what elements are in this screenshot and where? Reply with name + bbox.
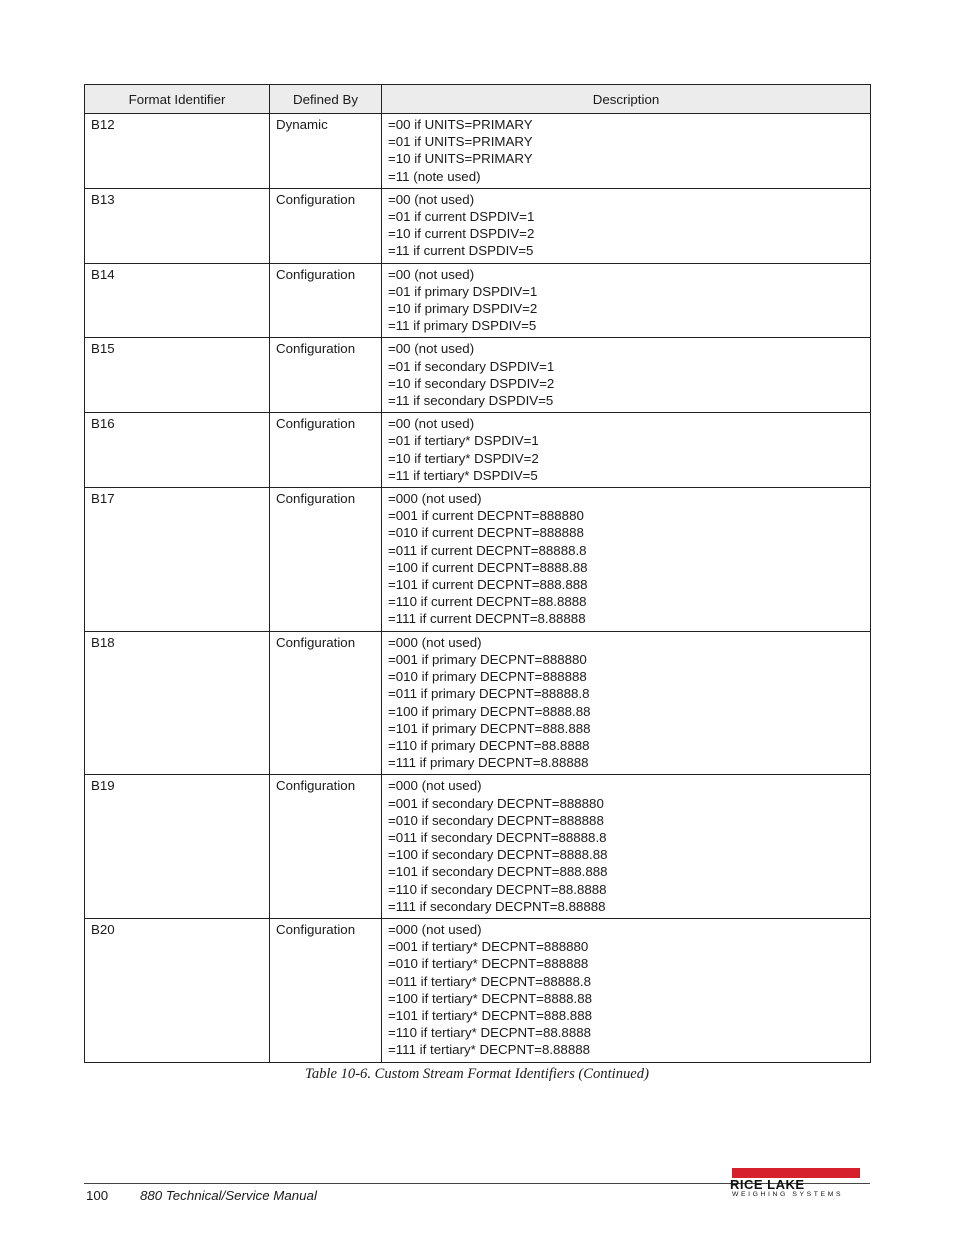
defined-by-cell: Configuration <box>270 775 382 919</box>
header-defined-by: Defined By <box>270 85 382 114</box>
description-line: =011 if current DECPNT=88888.8 <box>388 542 587 558</box>
description-line: =10 if tertiary* DSPDIV=2 <box>388 450 539 466</box>
description-line: =010 if primary DECPNT=888888 <box>388 669 587 685</box>
description-line: =110 if current DECPNT=88.8888 <box>388 594 587 610</box>
description-line: =111 if primary DECPNT=8.88888 <box>388 755 589 771</box>
description-line: =010 if secondary DECPNT=888888 <box>388 812 604 828</box>
description-cell <box>382 488 871 632</box>
description-line: =11 (note used) <box>388 168 481 184</box>
description-cell <box>382 413 871 488</box>
description-line: =100 if primary DECPNT=8888.88 <box>388 703 591 719</box>
description-line: =001 if secondary DECPNT=888880 <box>388 795 604 811</box>
table-row <box>85 114 871 189</box>
description-line: =10 if current DSPDIV=2 <box>388 226 535 242</box>
description-line: =01 if current DSPDIV=1 <box>388 209 535 225</box>
description-line: =11 if secondary DSPDIV=5 <box>388 393 554 409</box>
table-row <box>85 263 871 338</box>
description-cell <box>382 775 871 919</box>
defined-by-cell: Configuration <box>270 188 382 263</box>
description-line: =100 if secondary DECPNT=8888.88 <box>388 847 608 863</box>
defined-by-cell: Configuration <box>270 338 382 413</box>
manual-title: 880 Technical/Service Manual <box>140 1188 317 1203</box>
description-line: =110 if tertiary* DECPNT=88.8888 <box>388 1025 592 1041</box>
description-line: =011 if secondary DECPNT=88888.8 <box>388 829 607 845</box>
description-cell <box>382 338 871 413</box>
description-line: =001 if primary DECPNT=888880 <box>388 651 587 667</box>
defined-by-cell: Configuration <box>270 488 382 632</box>
table-header-row <box>85 85 871 114</box>
description-cell <box>382 918 871 1062</box>
description-line: =000 (not used) <box>388 491 482 507</box>
format-identifier-table <box>84 84 871 1063</box>
page-number: 100 <box>86 1188 109 1203</box>
description-cell <box>382 631 871 775</box>
description-line: =00 (not used) <box>388 416 475 432</box>
description-line: =01 if primary DSPDIV=1 <box>388 283 538 299</box>
description-line: =111 if secondary DECPNT=8.88888 <box>388 898 606 914</box>
format-identifier-cell: B18 <box>85 631 270 775</box>
logo-wordmark: RICE LAKE <box>730 1177 805 1192</box>
description-line: =111 if tertiary* DECPNT=8.88888 <box>388 1042 591 1058</box>
description-line: =011 if primary DECPNT=88888.8 <box>388 686 590 702</box>
description-line: =01 if tertiary* DSPDIV=1 <box>388 433 539 449</box>
table-row <box>85 918 871 1062</box>
description-cell <box>382 188 871 263</box>
description-line: =110 if secondary DECPNT=88.8888 <box>388 881 607 897</box>
description-line: =11 if current DSPDIV=5 <box>388 243 534 259</box>
table-body <box>85 114 871 1063</box>
rice-lake-logo <box>730 1168 864 1198</box>
description-line: =11 if tertiary* DSPDIV=5 <box>388 467 538 483</box>
defined-by-cell: Configuration <box>270 918 382 1062</box>
table-row <box>85 338 871 413</box>
table-row <box>85 188 871 263</box>
format-identifier-cell: B13 <box>85 188 270 263</box>
logo-tagline: WEIGHING SYSTEMS <box>732 1191 844 1198</box>
description-line: =101 if secondary DECPNT=888.888 <box>388 864 608 880</box>
description-line: =10 if UNITS=PRIMARY <box>388 151 533 167</box>
description-line: =000 (not used) <box>388 921 482 937</box>
description-line: =00 (not used) <box>388 191 475 207</box>
description-line: =010 if current DECPNT=888888 <box>388 525 584 541</box>
description-line: =101 if primary DECPNT=888.888 <box>388 720 591 736</box>
table-caption: Table 10-6. Custom Stream Format Identifiers (Continued) <box>305 1066 649 1082</box>
table-row <box>85 631 871 775</box>
header-format-identifier: Format Identifier <box>85 85 270 114</box>
description-line: =11 if primary DSPDIV=5 <box>388 318 537 334</box>
format-identifier-cell: B15 <box>85 338 270 413</box>
format-identifier-cell: B17 <box>85 488 270 632</box>
format-identifier-cell: B16 <box>85 413 270 488</box>
format-identifier-cell: B14 <box>85 263 270 338</box>
description-line: =10 if primary DSPDIV=2 <box>388 301 538 317</box>
description-line: =101 if current DECPNT=888.888 <box>388 577 588 593</box>
defined-by-cell: Configuration <box>270 263 382 338</box>
description-cell <box>382 263 871 338</box>
defined-by-cell: Configuration <box>270 413 382 488</box>
description-line: =101 if tertiary* DECPNT=888.888 <box>388 1007 592 1023</box>
header-description: Description <box>382 85 871 114</box>
description-line: =011 if tertiary* DECPNT=88888.8 <box>388 973 592 989</box>
description-line: =001 if current DECPNT=888880 <box>388 508 584 524</box>
description-line: =00 if UNITS=PRIMARY <box>388 117 533 132</box>
description-line: =100 if tertiary* DECPNT=8888.88 <box>388 990 592 1006</box>
defined-by-cell: Dynamic <box>270 114 382 189</box>
description-line: =10 if secondary DSPDIV=2 <box>388 375 555 391</box>
description-line: =01 if secondary DSPDIV=1 <box>388 358 555 374</box>
description-line: =000 (not used) <box>388 778 482 794</box>
table-row <box>85 488 871 632</box>
description-line: =111 if current DECPNT=8.88888 <box>388 611 586 627</box>
description-line: =000 (not used) <box>388 634 482 650</box>
format-identifier-cell: B19 <box>85 775 270 919</box>
description-line: =00 (not used) <box>388 341 475 357</box>
format-identifier-cell: B20 <box>85 918 270 1062</box>
description-line: =110 if primary DECPNT=88.8888 <box>388 737 590 753</box>
description-line: =100 if current DECPNT=8888.88 <box>388 559 588 575</box>
description-line: =00 (not used) <box>388 266 475 282</box>
description-line: =01 if UNITS=PRIMARY <box>388 134 533 150</box>
defined-by-cell: Configuration <box>270 631 382 775</box>
table-row <box>85 413 871 488</box>
table-row <box>85 775 871 919</box>
description-line: =010 if tertiary* DECPNT=888888 <box>388 956 589 972</box>
description-cell <box>382 114 871 189</box>
format-identifier-cell: B12 <box>85 114 270 189</box>
description-line: =001 if tertiary* DECPNT=888880 <box>388 939 589 955</box>
